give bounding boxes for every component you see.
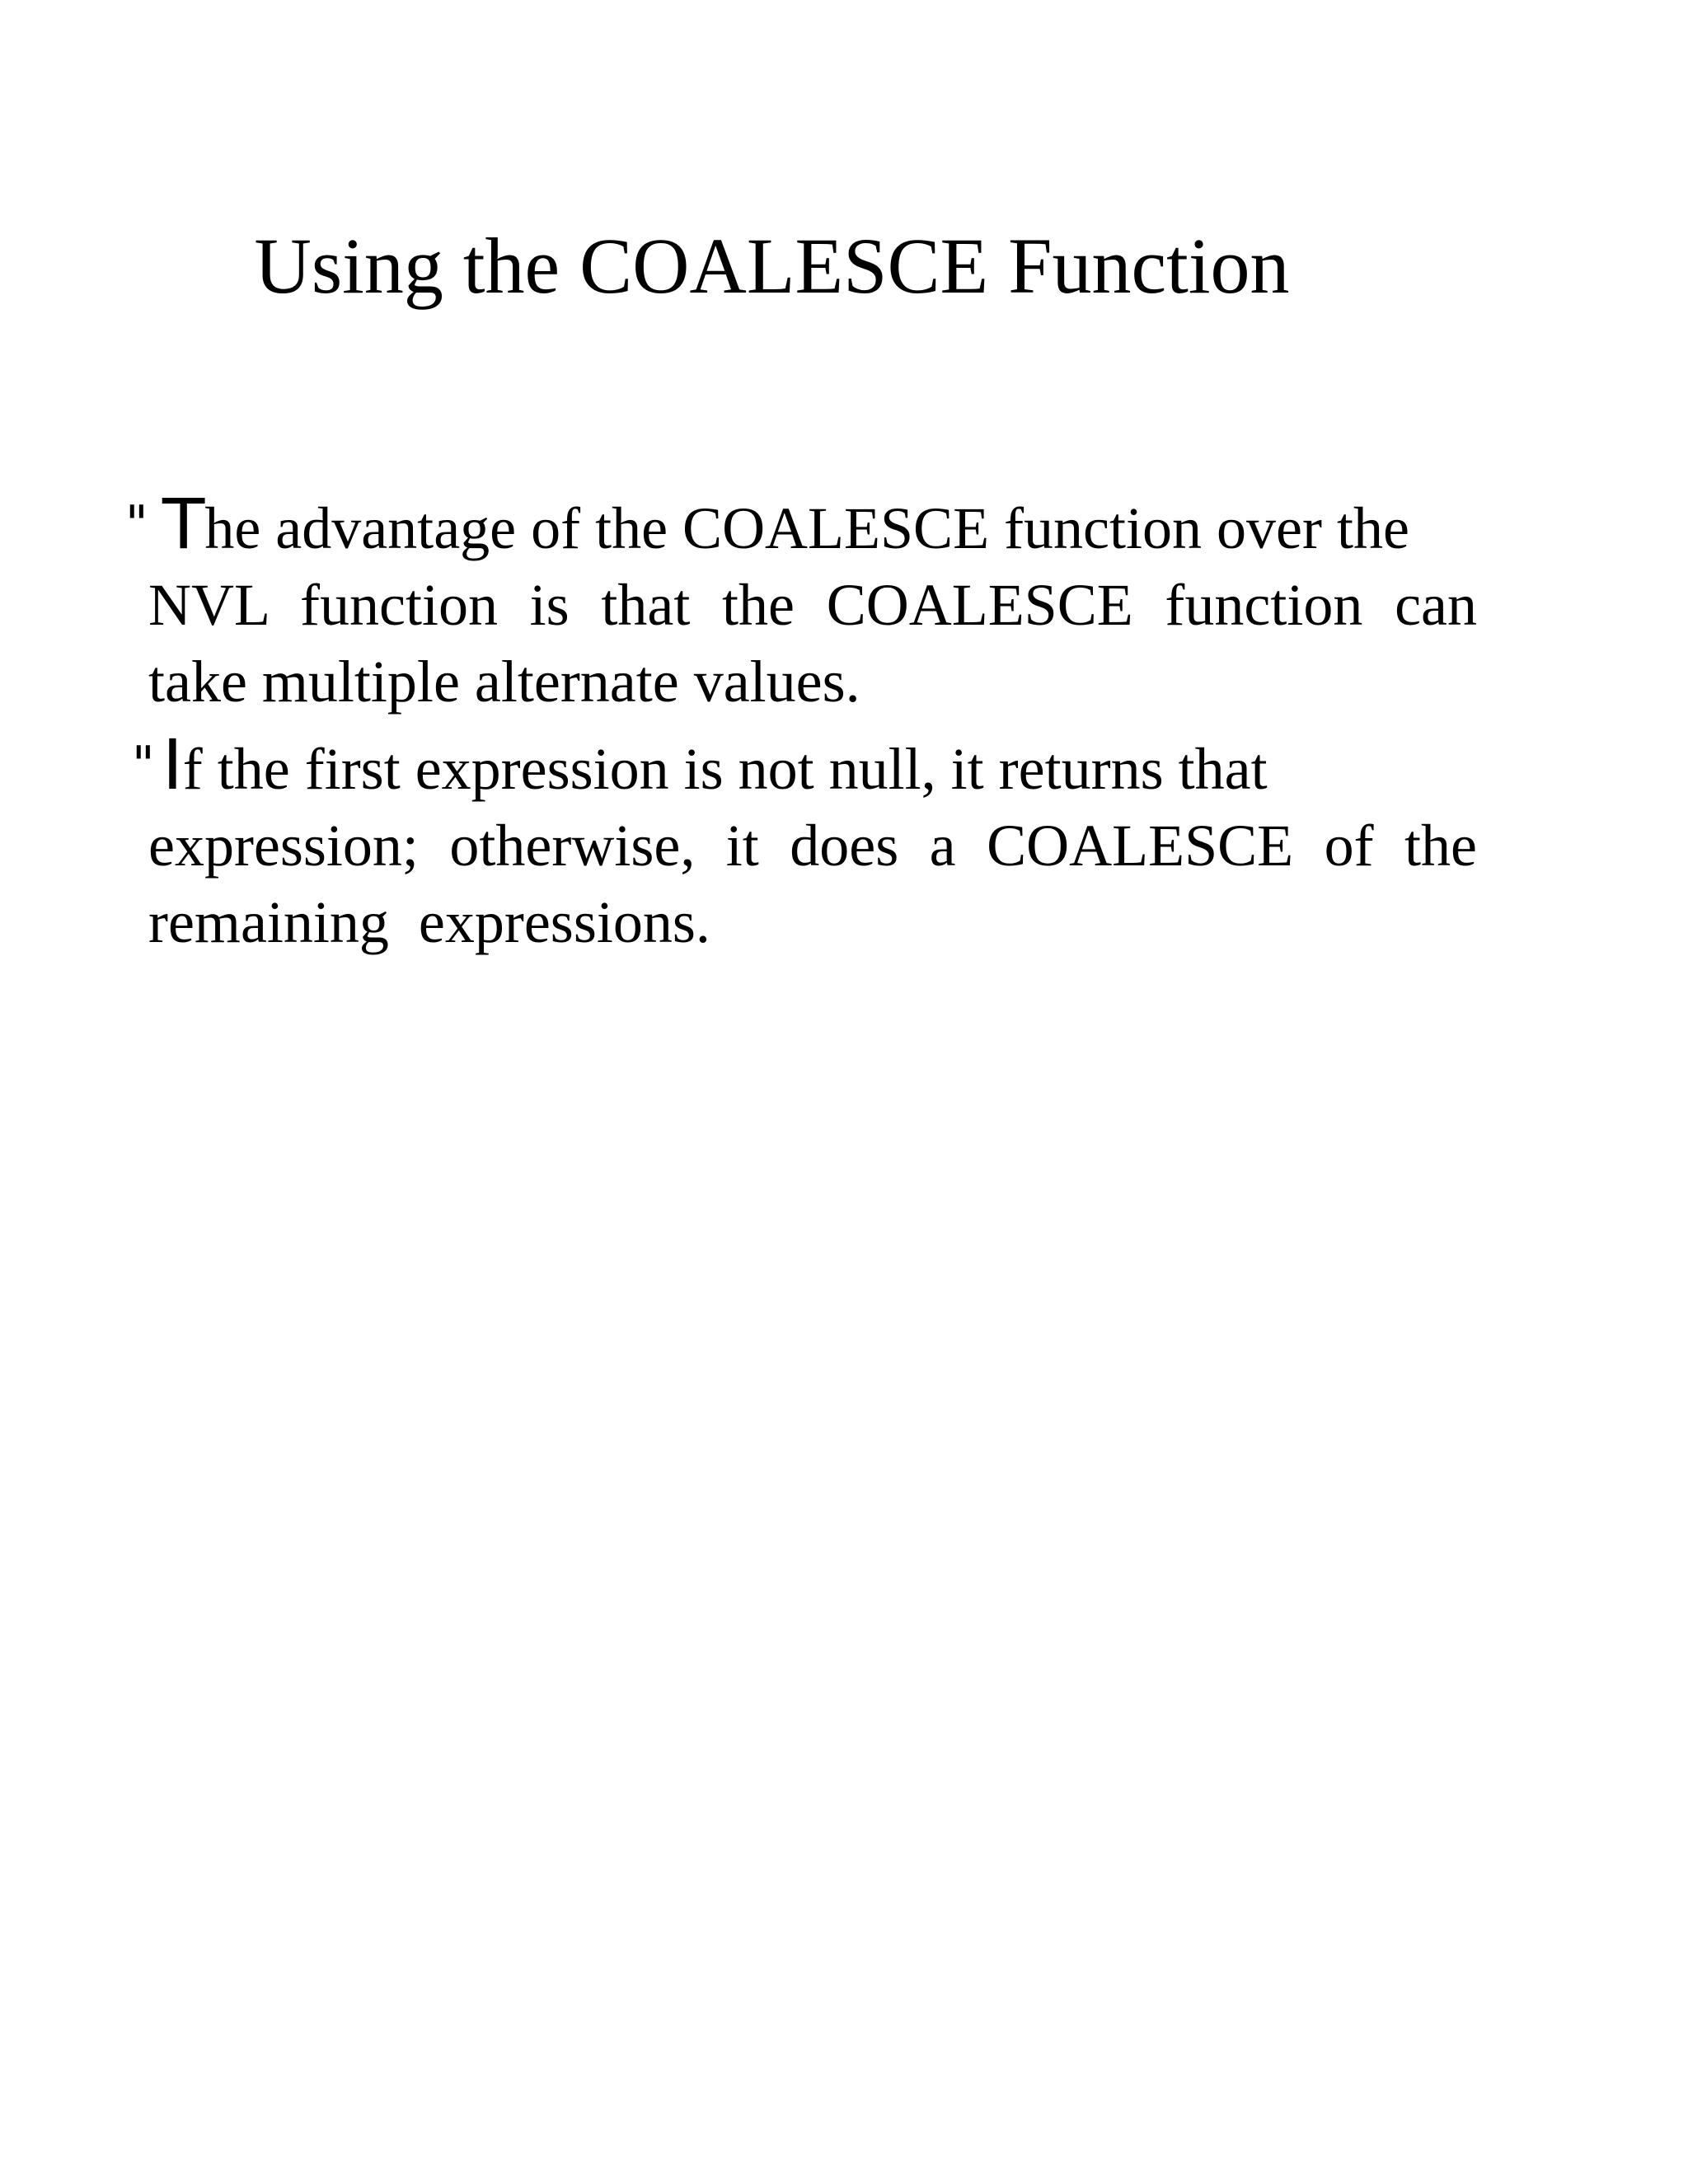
bullet-line-text: f the first expression is not null, it returns that [182,736,1268,802]
bullet-paragraph [125,486,1477,720]
bullet-marker: " [125,495,148,553]
bullet-line-text: he advantage of the COALESCE function over the [204,495,1409,561]
drop-initial: I [162,724,183,805]
bullet-line: NVL function is that the COALESCE function can [148,572,1477,638]
bullet-paragraph [125,724,1477,961]
bullet-line: remaining expressions. [148,889,710,955]
drop-initial: T [162,484,205,565]
bullet-line: take multiple alternate values. [148,649,860,715]
bullet-marker: " [132,736,155,794]
page-title: Using the COALESCE Function [254,222,1290,310]
bullet-line [125,486,1477,567]
bullet-line: expression; otherwise, it does a COALESCE of the [148,813,1477,879]
bullet-line [125,724,1477,808]
